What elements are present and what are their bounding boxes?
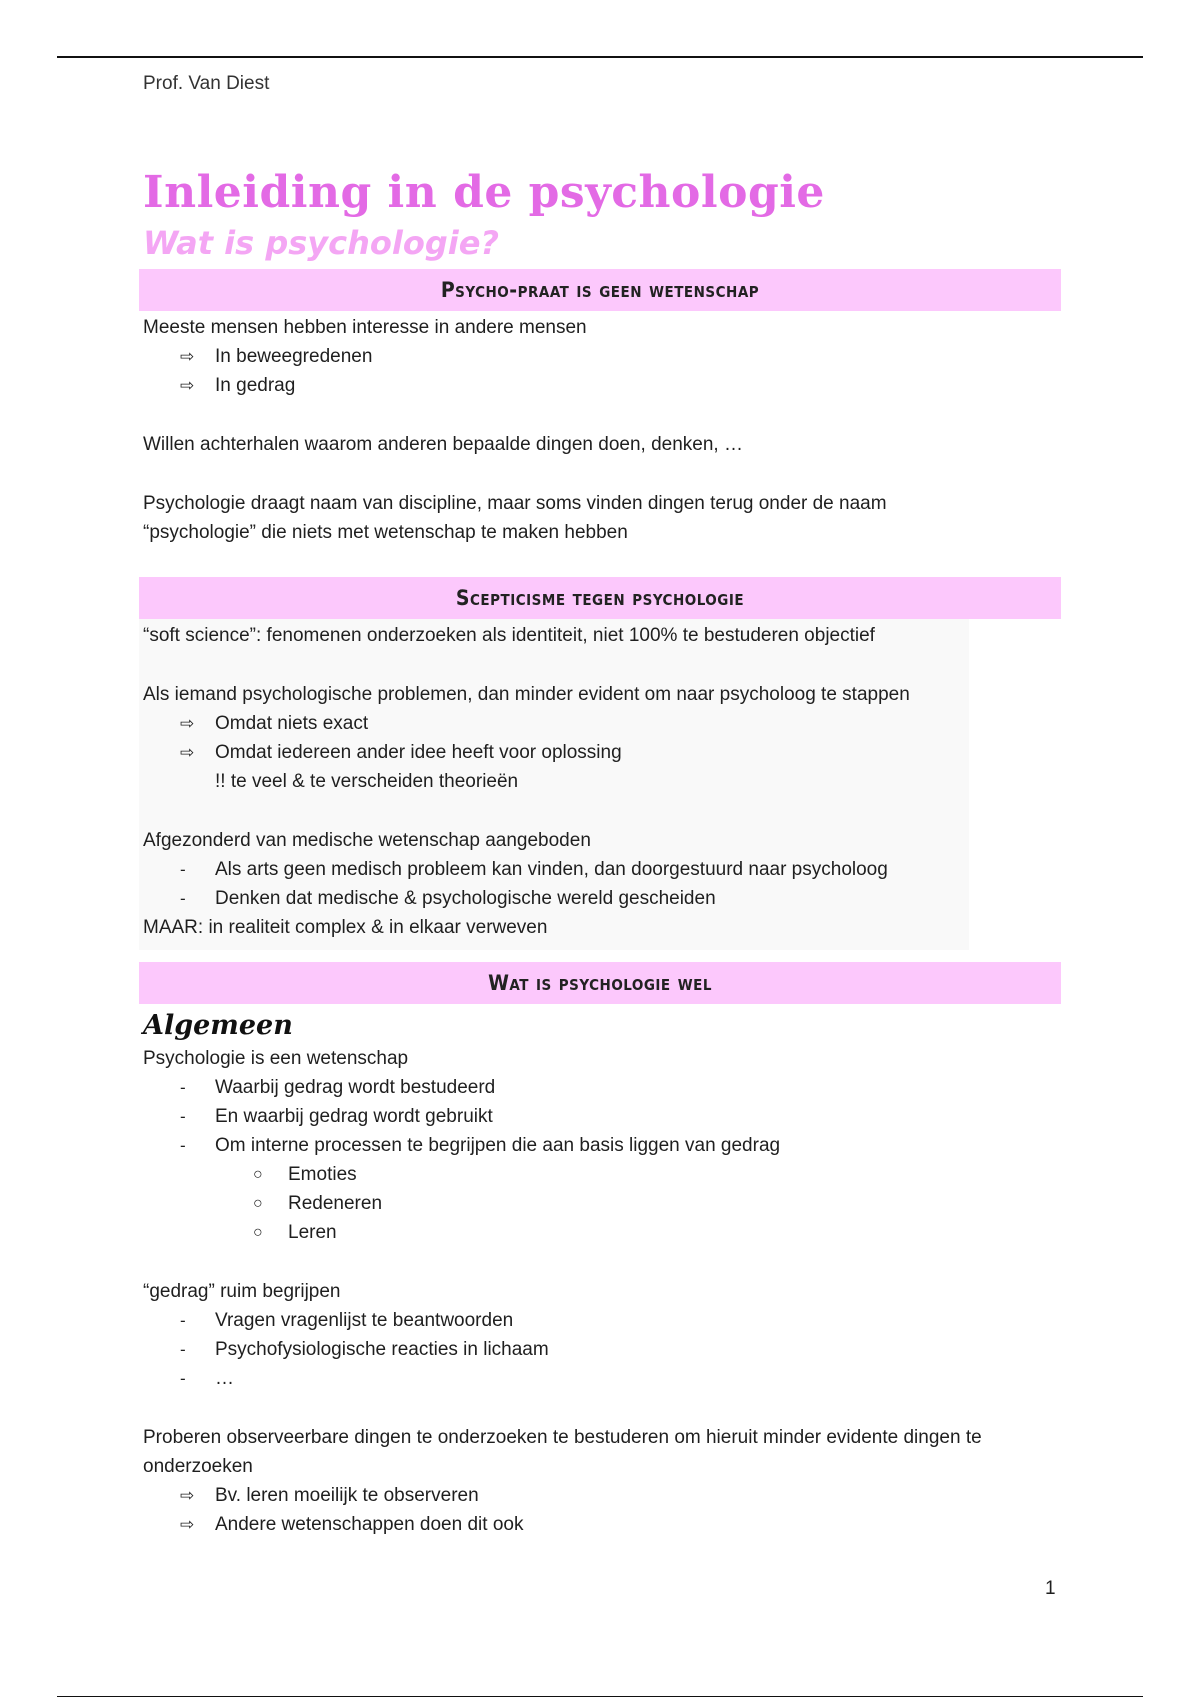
list-item-text: Denken dat medische & psychologische wereld gescheiden — [215, 888, 716, 909]
arrow-list — [143, 1481, 1063, 1539]
list-item-text: In gedrag — [215, 375, 296, 396]
footer-rule — [57, 1696, 1143, 1697]
list-item-text: Andere wetenschappen doen dit ook — [215, 1514, 524, 1535]
arrow-icon: ⇨ — [180, 743, 195, 762]
paragraph: Proberen observeerbare dingen te onderzoeken te bestuderen om hieruit minder evidente dingen te — [143, 1427, 982, 1448]
page-number: 1 — [1045, 1578, 1056, 1599]
list-item — [143, 738, 969, 767]
circle-list — [143, 1160, 1063, 1247]
list-item — [143, 1160, 1063, 1189]
list-item-text: Emoties — [288, 1164, 357, 1185]
list-item — [143, 1364, 1063, 1393]
dash-list — [143, 855, 969, 913]
list-item — [143, 371, 1063, 400]
paragraph: MAAR: in realiteit complex & in elkaar verweven — [143, 917, 548, 938]
list-item-text: Psychofysiologische reacties in lichaam — [215, 1339, 549, 1360]
dash-icon: - — [180, 1136, 186, 1155]
list-item-text: Redeneren — [288, 1193, 383, 1214]
dash-icon: - — [180, 1340, 186, 1359]
list-item-text: Als arts geen medisch probleem kan vinden, dan doorgestuurd naar psycholoog — [215, 859, 888, 880]
paragraph: Psychologie draagt naam van discipline, maar soms vinden dingen terug onder de naam — [143, 493, 887, 514]
dash-icon: - — [180, 889, 186, 908]
dash-icon: - — [180, 1311, 186, 1330]
list-item — [143, 342, 1063, 371]
arrow-list — [143, 709, 969, 767]
list-item — [143, 1306, 1063, 1335]
paragraph: Meeste mensen hebben interesse in andere mensen — [143, 317, 587, 338]
section-body-psycho-praat — [143, 313, 1063, 547]
list-item-text: … — [215, 1368, 234, 1389]
list-item-text: Bv. leren moeilijk te observeren — [215, 1485, 479, 1506]
list-item-text: Vragen vragenlijst te beantwoorden — [215, 1310, 514, 1331]
dash-list — [143, 1073, 1063, 1160]
list-item-text: Leren — [288, 1222, 337, 1243]
arrow-icon: ⇨ — [180, 1486, 195, 1505]
paragraph: Willen achterhalen waarom anderen bepaalde dingen doen, denken, … — [143, 434, 743, 455]
paragraph: Afgezonderd van medische wetenschap aangeboden — [143, 830, 591, 851]
header-rule — [57, 56, 1143, 58]
list-item-text: Omdat niets exact — [215, 713, 369, 734]
list-item-text: En waarbij gedrag wordt gebruikt — [215, 1106, 493, 1127]
paragraph: “psychologie” die niets met wetenschap te maken hebben — [143, 522, 628, 543]
list-item — [143, 884, 969, 913]
list-item — [143, 1481, 1063, 1510]
list-item-text: In beweegredenen — [215, 346, 373, 367]
section-heading-wat-is-psychologie-wel: Wat is psychologie wel — [139, 962, 1061, 1004]
list-item — [143, 1335, 1063, 1364]
document-subtitle: Wat is psychologie? — [143, 224, 499, 262]
arrow-list — [143, 342, 1063, 400]
document-title: Inleiding in de psychologie — [143, 167, 825, 218]
list-item — [143, 1131, 1063, 1160]
list-item-text: Omdat iedereen ander idee heeft voor oplossing — [215, 742, 622, 763]
dash-icon: - — [180, 1369, 186, 1388]
dash-icon: - — [180, 1078, 186, 1097]
dash-icon: - — [180, 860, 186, 879]
list-item-note: !! te veel & te verscheiden theorieën — [215, 771, 519, 792]
section-body-scepticisme — [139, 619, 969, 950]
list-item — [143, 1102, 1063, 1131]
list-item-text: Waarbij gedrag wordt bestudeerd — [215, 1077, 496, 1098]
paragraph: Psychologie is een wetenschap — [143, 1048, 409, 1069]
arrow-icon: ⇨ — [180, 714, 195, 733]
section-body-wat-is-psychologie-wel — [143, 1008, 1063, 1539]
document-body — [143, 165, 1063, 1539]
paragraph: Als iemand psychologische problemen, dan minder evident om naar psycholoog te stappen — [143, 684, 910, 705]
circle-bullet-icon: ○ — [253, 1224, 263, 1241]
arrow-icon: ⇨ — [180, 1515, 195, 1534]
list-item-text: Om interne processen te begrijpen die aan basis liggen van gedrag — [215, 1135, 781, 1156]
list-item — [143, 855, 969, 884]
circle-bullet-icon: ○ — [253, 1195, 263, 1212]
dash-list — [143, 1306, 1063, 1393]
list-item — [143, 1218, 1063, 1247]
list-item — [143, 1510, 1063, 1539]
arrow-icon: ⇨ — [180, 376, 195, 395]
list-item — [143, 1189, 1063, 1218]
header-author: Prof. Van Diest — [143, 73, 270, 94]
arrow-icon: ⇨ — [180, 347, 195, 366]
list-item — [143, 1073, 1063, 1102]
section-heading-psycho-praat: Psycho-praat is geen wetenschap — [139, 269, 1061, 311]
section-heading-scepticisme: Scepticisme tegen psychologie — [139, 577, 1061, 619]
paragraph: “gedrag” ruim begrijpen — [143, 1281, 341, 1302]
subheading-algemeen: Algemeen — [143, 1010, 293, 1041]
list-item — [143, 709, 969, 738]
paragraph: onderzoeken — [143, 1456, 253, 1477]
paragraph: “soft science”: fenomenen onderzoeken als identiteit, niet 100% te bestuderen objectief — [143, 625, 875, 646]
circle-bullet-icon: ○ — [253, 1166, 263, 1183]
dash-icon: - — [180, 1107, 186, 1126]
